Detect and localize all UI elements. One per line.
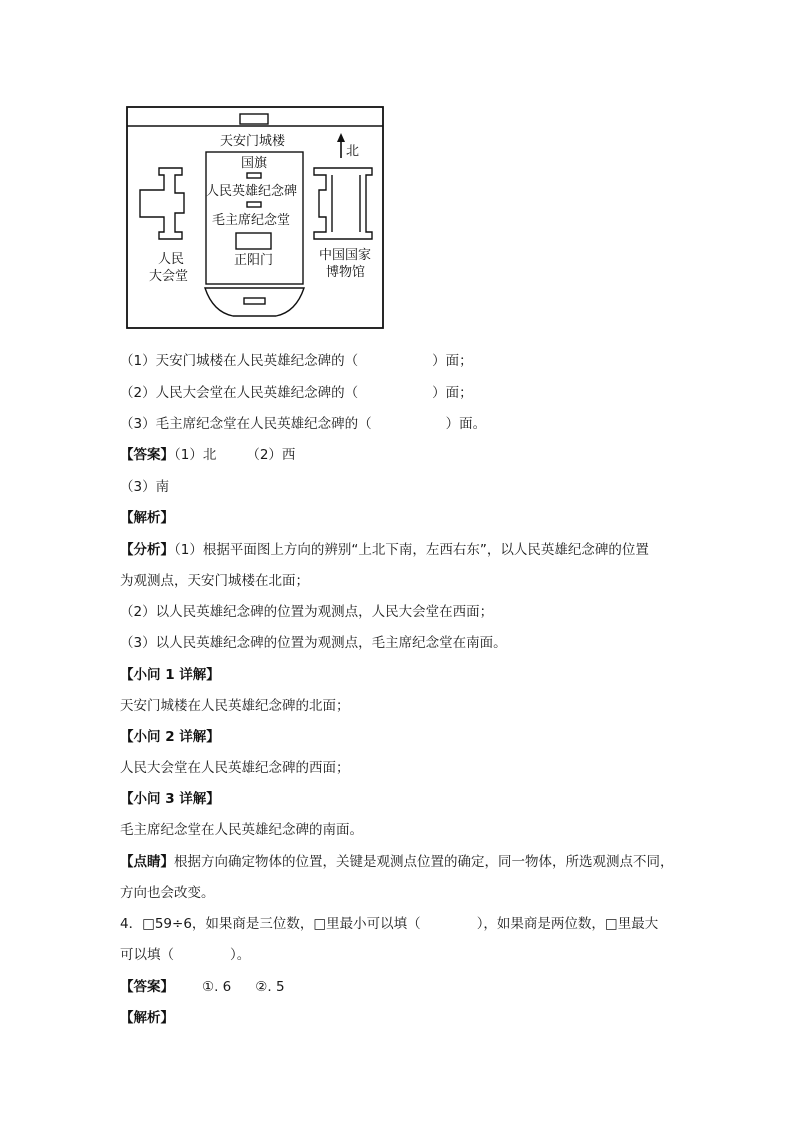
analysis-heading-2: 【解析】 xyxy=(120,1010,174,1026)
label-north: 北 xyxy=(346,144,360,159)
detail-1-text: 天安门城楼在人民英雄纪念碑的北面； xyxy=(120,698,350,714)
label-great-hall-2: 大会堂 xyxy=(149,269,189,284)
north-arrow-icon xyxy=(337,133,345,158)
label-museum-2: 博物馆 xyxy=(326,265,366,280)
key-point-line-1: 【点睛】根据方向确定物体的位置，关键是观测点位置的确定，同一物体，所选观测点不同， xyxy=(120,854,674,870)
analysis-line-2: 为观测点，天安门城楼在北面； xyxy=(120,573,309,589)
label-museum-1: 中国国家 xyxy=(319,248,372,263)
label-great-hall-1: 人民 xyxy=(158,252,185,267)
answer-4-line: 【答案】 ①. 6 ②. 5 xyxy=(120,979,285,995)
label-zhengyangmen: 正阳门 xyxy=(234,253,274,268)
label-monument: 人民英雄纪念碑 xyxy=(206,184,298,199)
question-2: （2）人民大会堂在人民英雄纪念碑的（ ）面； xyxy=(120,385,473,401)
map-figure xyxy=(126,106,384,329)
detail-3-text: 毛主席纪念堂在人民英雄纪念碑的南面。 xyxy=(120,822,363,838)
analysis-line-1: 【分析】（1）根据平面图上方向的辨别“上北下南，左西右东”，以人民英雄纪念碑的位置 xyxy=(120,542,649,558)
answer-line-2: （3）南 xyxy=(120,479,170,495)
question-3: （3）毛主席纪念堂在人民英雄纪念碑的（ ）面。 xyxy=(120,416,487,432)
detail-1-heading: 【小问 1 详解】 xyxy=(120,667,220,683)
answer-line: 【答案】（1）北 （2）西 xyxy=(120,447,296,463)
question-1: （1）天安门城楼在人民英雄纪念碑的（ ）面； xyxy=(120,353,473,369)
label-mausoleum: 毛主席纪念堂 xyxy=(212,213,291,228)
key-point-line-2: 方向也会改变。 xyxy=(120,885,215,901)
analysis-heading: 【解析】 xyxy=(120,510,174,526)
detail-2-heading: 【小问 2 详解】 xyxy=(120,729,220,745)
analysis-line-4: （3）以人民英雄纪念碑的位置为观测点，毛主席纪念堂在南面。 xyxy=(120,635,507,651)
detail-2-text: 人民大会堂在人民英雄纪念碑的西面； xyxy=(120,760,350,776)
question-4-line-1: 4．□59÷6，如果商是三位数，□里最小可以填（ ），如果商是两位数，□里最大 xyxy=(120,916,659,932)
detail-3-heading: 【小问 3 详解】 xyxy=(120,791,220,807)
analysis-line-3: （2）以人民英雄纪念碑的位置为观测点，人民大会堂在西面； xyxy=(120,604,494,620)
label-tiananmen-gate: 天安门城楼 xyxy=(220,134,286,149)
label-flag: 国旗 xyxy=(241,156,268,171)
question-4-line-2: 可以填（ ）。 xyxy=(120,947,251,963)
